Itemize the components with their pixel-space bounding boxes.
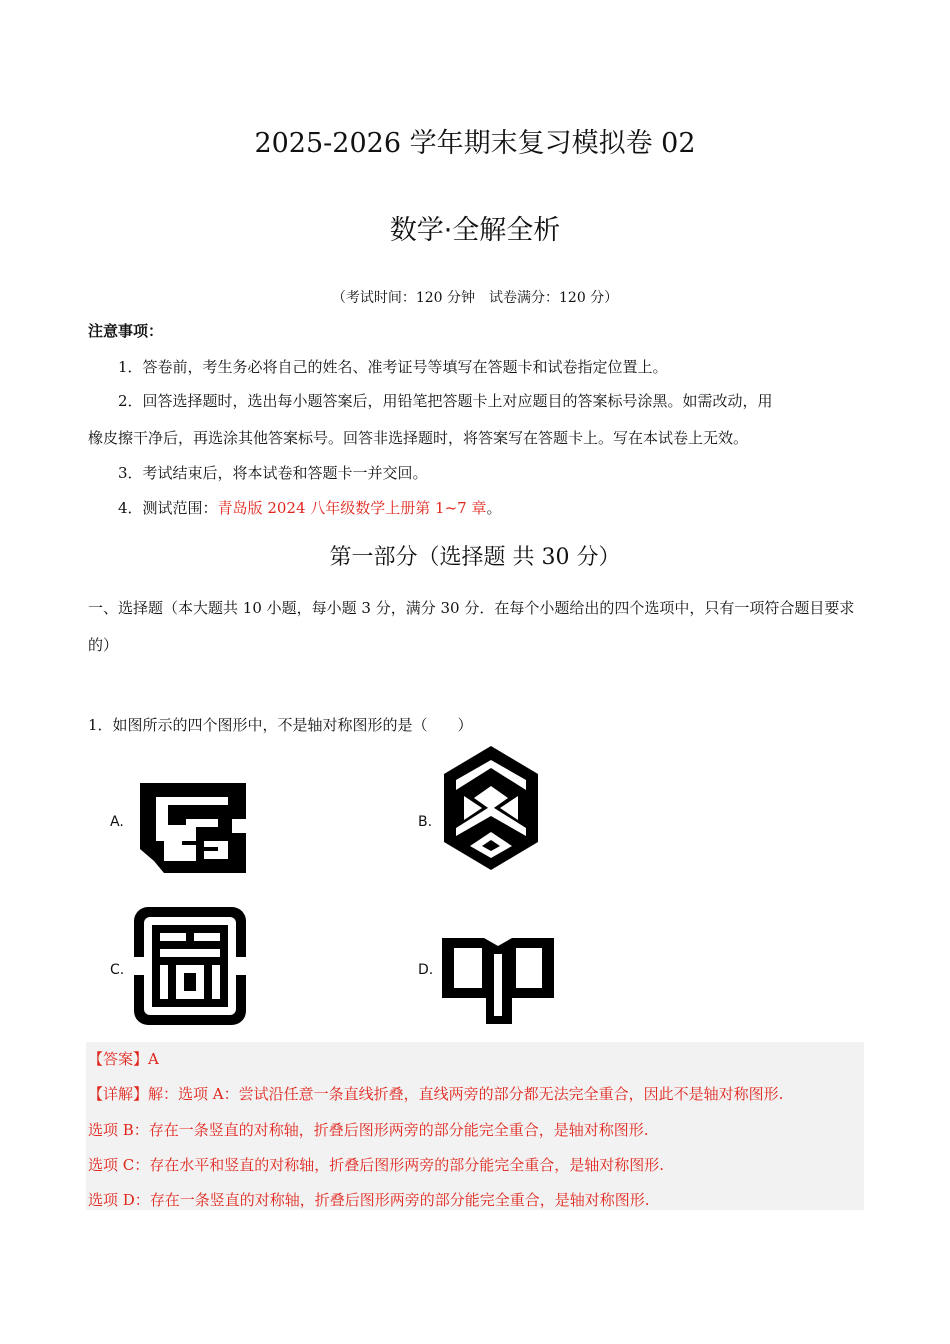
notes-heading: 注意事项： bbox=[88, 322, 164, 340]
hexagon-glyph-icon[interactable] bbox=[442, 746, 540, 872]
test-range: 青岛版 2024 八年级数学上册第 1~7 章 bbox=[217, 499, 487, 517]
part-title: 第一部分（选择题 共 30 分） bbox=[329, 545, 621, 570]
option-a-label: A. bbox=[110, 814, 124, 830]
note-item-4-suffix: 。 bbox=[486, 499, 502, 517]
note-item-3: 3．考试结束后，将本试卷和答题卡一并交回。 bbox=[118, 464, 428, 482]
document-title: 2025-2026 学年期末复习模拟卷 02 bbox=[254, 128, 696, 159]
note-item-2-cont: 橡皮擦干净后，再选涂其他答案标号。回答非选择题时，将答案写在答题卡上。写在本试卷上无效。 bbox=[88, 429, 749, 447]
answer-value: A bbox=[148, 1050, 159, 1068]
square-maze-glyph-icon[interactable] bbox=[134, 907, 246, 1025]
detail-line-2: 选项 B：存在一条竖直的对称轴，折叠后图形两旁的部分能完全重合，是轴对称图形. bbox=[88, 1121, 649, 1139]
section-instruction: 一、选择题（本大题共 10 小题，每小题 3 分，满分 30 分．在每个小题给出的四个选项中，只有一项符合题目要求的） bbox=[88, 599, 855, 654]
note-item-2: 2．回答选择题时，选出每小题答案后，用铅笔把答题卡上对应题目的答案标号涂黑。如需改动，用 bbox=[118, 392, 773, 410]
answer-label: 【答案】 bbox=[88, 1050, 149, 1068]
detail-line-4: 选项 D：存在一条竖直的对称轴，折叠后图形两旁的部分能完全重合，是轴对称图形. bbox=[88, 1191, 650, 1209]
exam-info: （考试时间：120 分钟 试卷满分：120 分） bbox=[331, 290, 619, 306]
option-c-label: C. bbox=[110, 962, 125, 978]
note-item-4 bbox=[118, 498, 501, 518]
note-item-4-prefix: 4．测试范围： bbox=[118, 499, 218, 517]
open-book-glyph-icon[interactable] bbox=[442, 932, 556, 1026]
note-item-1: 1．答卷前，考生务必将自己的姓名、准考证号等填写在答题卡和试卷指定位置上。 bbox=[118, 358, 668, 376]
option-b-label: B. bbox=[418, 814, 433, 830]
detail-label: 【详解】 bbox=[88, 1085, 149, 1103]
answer-line bbox=[88, 1048, 159, 1069]
detail-line-1 bbox=[88, 1083, 783, 1104]
detail-line-3: 选项 C：存在水平和竖直的对称轴，折叠后图形两旁的部分能完全重合，是轴对称图形. bbox=[88, 1156, 665, 1174]
detail-text-1: 解：选项 A：尝试沿任意一条直线折叠，直线两旁的部分都无法完全重合，因此不是轴对称图形. bbox=[148, 1085, 784, 1103]
interlock-glyph-icon[interactable] bbox=[134, 783, 246, 873]
question-1-text: 1．如图所示的四个图形中，不是轴对称图形的是（ ） bbox=[88, 716, 473, 734]
option-d-label: D. bbox=[418, 962, 434, 978]
document-subtitle: 数学·全解全析 bbox=[389, 215, 561, 246]
